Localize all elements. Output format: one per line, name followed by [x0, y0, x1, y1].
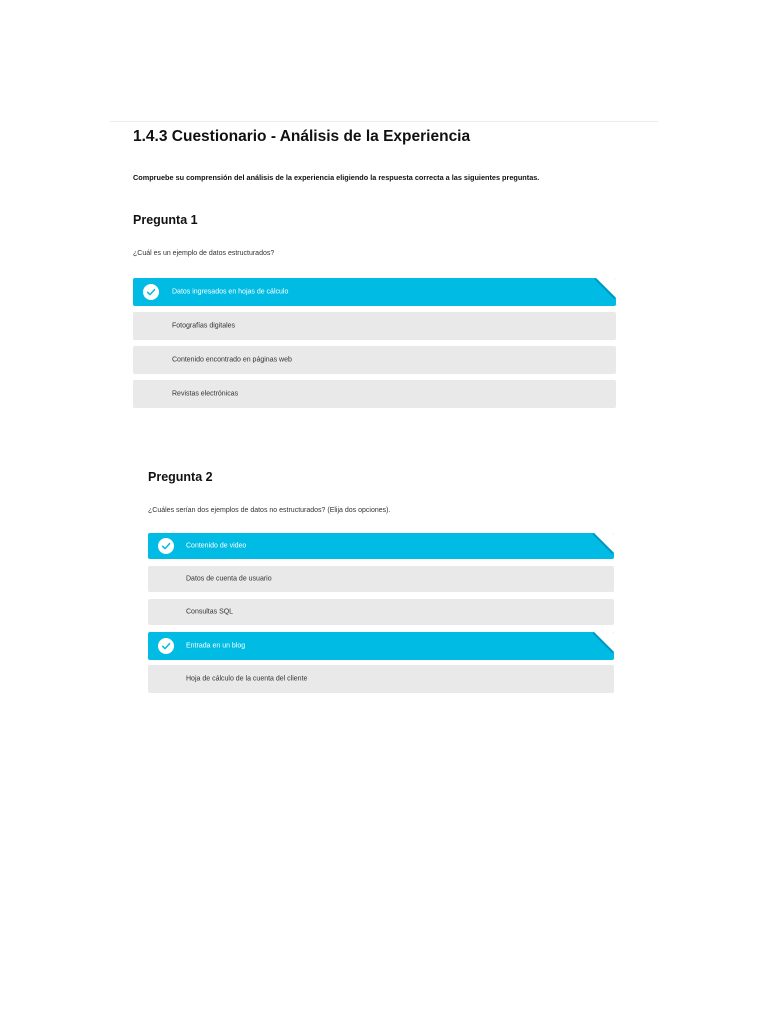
corner-flag-icon [594, 632, 614, 652]
answer-option-label: Datos de cuenta de usuario [186, 575, 272, 583]
answer-option-q2-3[interactable] [148, 599, 614, 625]
answer-option-q1-2[interactable] [133, 312, 616, 340]
corner-flag-icon [596, 278, 616, 298]
answer-option-q1-1[interactable] [133, 278, 616, 306]
answer-option-label: Datos ingresados en hojas de cálculo [172, 288, 289, 296]
answer-option-label: Hoja de cálculo de la cuenta del cliente [186, 675, 308, 683]
quiz-intro: Compruebe su comprensión del análisis de la experiencia eligiendo la respuesta correcta a las siguientes preguntas. [133, 173, 540, 182]
check-circle-icon [158, 538, 174, 554]
check-circle-icon [158, 638, 174, 654]
answer-option-label: Consultas SQL [186, 608, 234, 616]
question-prompt: ¿Cuáles serían dos ejemplos de datos no estructurados? (Elija dos opciones). [148, 507, 391, 514]
question-prompt: ¿Cuál es un ejemplo de datos estructurados? [133, 250, 275, 257]
answer-option-q2-5[interactable] [148, 665, 614, 693]
check-circle-icon [143, 284, 159, 300]
answer-option-label: Entrada en un blog [186, 642, 246, 650]
answer-option-q1-4[interactable] [133, 380, 616, 408]
answer-option-q2-4[interactable] [148, 632, 614, 660]
answer-option-label: Fotografías digitales [172, 322, 236, 330]
page-title: 1.4.3 Cuestionario - Análisis de la Experiencia [133, 128, 471, 145]
answer-option-q2-1[interactable] [148, 533, 614, 559]
corner-flag-icon [594, 533, 614, 553]
question-heading: Pregunta 1 [133, 213, 198, 227]
answer-option-label: Contenido de video [186, 542, 247, 550]
question-heading: Pregunta 2 [148, 470, 213, 484]
answer-option-q1-3[interactable] [133, 346, 616, 374]
answer-option-label: Revistas electrónicas [172, 390, 239, 398]
answer-option-q2-2[interactable] [148, 566, 614, 592]
divider [110, 121, 658, 122]
answer-option-label: Contenido encontrado en páginas web [172, 356, 292, 364]
